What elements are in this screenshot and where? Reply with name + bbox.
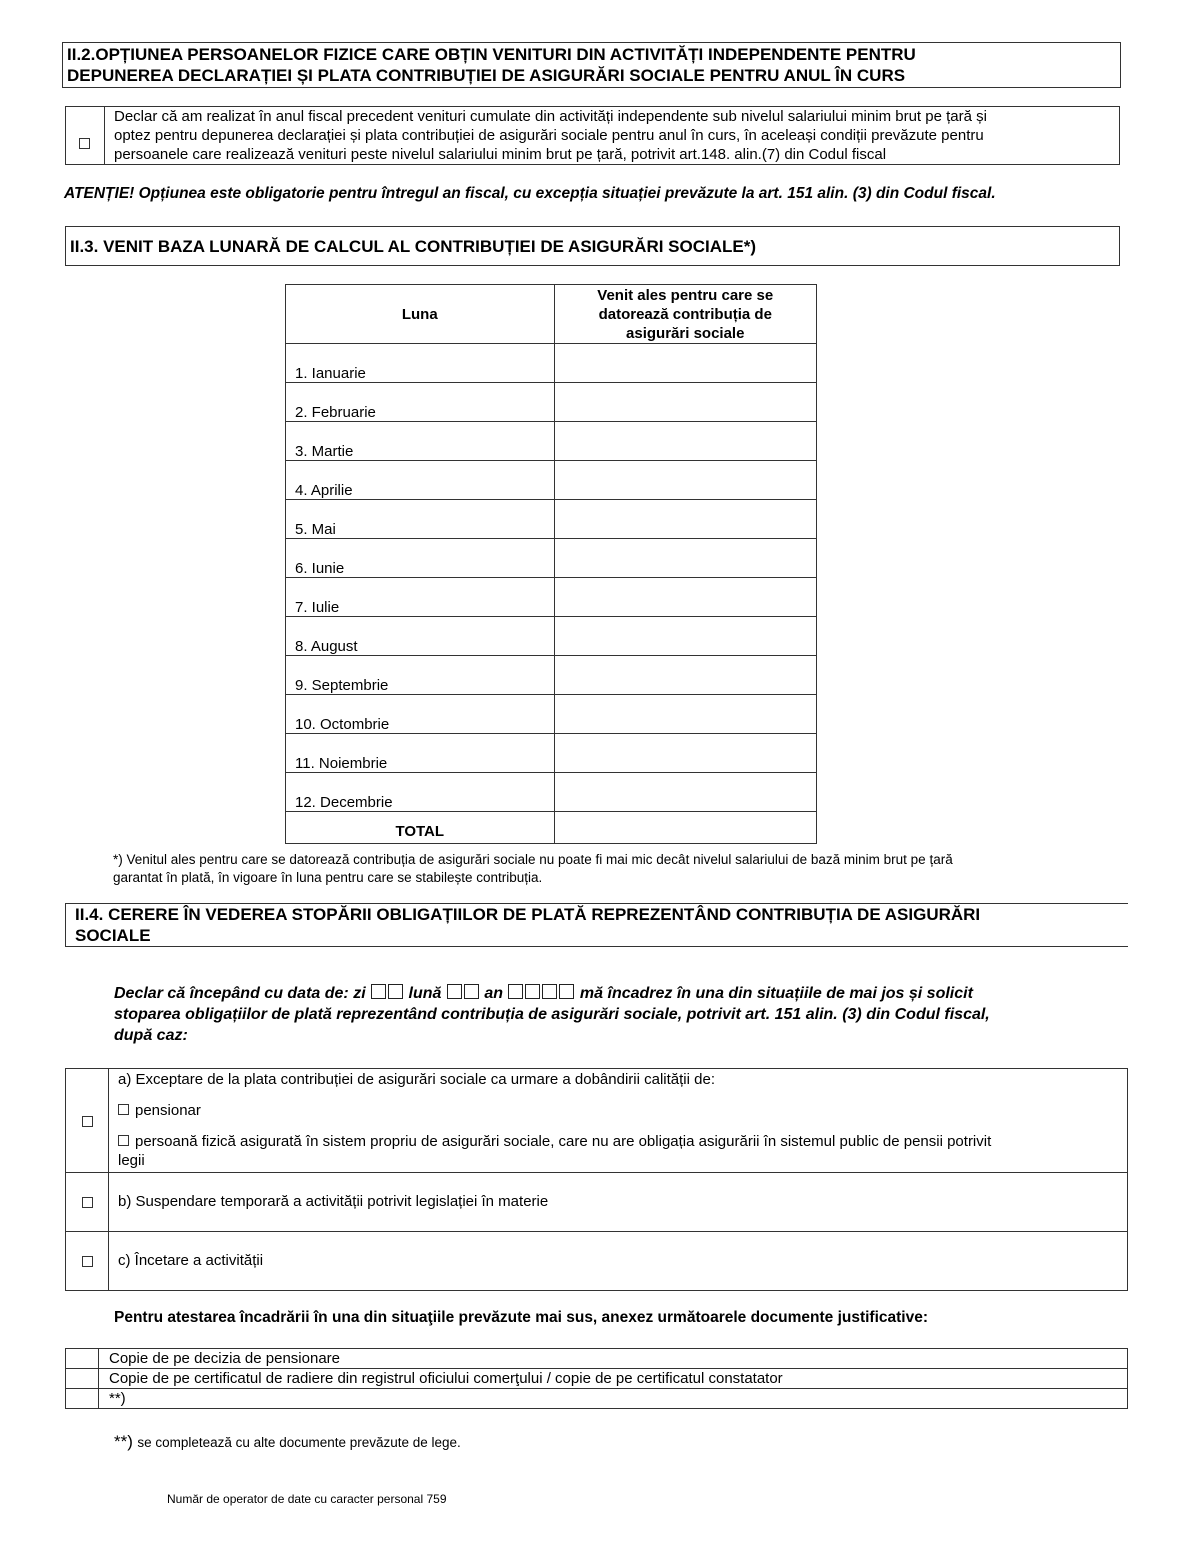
month-label: 11. Noiembrie: [286, 734, 555, 773]
section-2-3-title-text: II.3. VENIT BAZA LUNARĂ DE CALCUL AL CONTRIBUȚIEI DE ASIGURĂRI SOCIALE*): [70, 237, 757, 256]
monthly-income-table-header: [286, 285, 817, 344]
section-2-3-title: [65, 226, 1120, 266]
income-input-cell[interactable]: [554, 500, 817, 539]
month-label: 8. August: [286, 617, 555, 656]
section-2-2-option-box: [65, 106, 1120, 165]
table-row: [286, 344, 817, 383]
table-row: [66, 1369, 1128, 1389]
section-2-2-title-line1: II.2.OPȚIUNEA PERSOANELOR FIZICE CARE OBȚIN VENITURI DIN ACTIVITĂȚI INDEPENDENTE PENTRU: [67, 45, 916, 64]
table-row: [286, 461, 817, 500]
option-b-checkbox[interactable]: [82, 1197, 93, 1208]
monthly-income-table: [285, 284, 817, 844]
section-2-4-declaration-line1: [114, 983, 1084, 1004]
table-row: [66, 1389, 1128, 1409]
table-row: [286, 734, 817, 773]
month-label: 4. Aprilie: [286, 461, 555, 500]
option-b-label: [109, 1173, 1128, 1232]
total-label: TOTAL: [286, 812, 555, 844]
col-month-header: Luna: [286, 285, 555, 344]
section-2-4-declaration-line2: stoparea obligațiilor de plată reprezentând contribuția de asigurări sociale, potrivit art. 151 alin. (3) din Codul fiscal,: [114, 1006, 990, 1023]
option-c-label: [109, 1232, 1128, 1291]
section-2-2-declaration-line3: persoanele care realizează venituri peste nivelul salariului minim brut pe țară, potrivit art.148. alin.(7) din Codul fiscal: [114, 146, 887, 163]
month-label: 12. Decembrie: [286, 773, 555, 812]
month-label: 5. Mai: [286, 500, 555, 539]
table-row: [66, 1349, 1128, 1369]
month-digit-box[interactable]: [447, 984, 462, 999]
income-input-cell[interactable]: [554, 656, 817, 695]
option-a-persoana: [118, 1132, 1119, 1170]
month-digit-box[interactable]: [464, 984, 479, 999]
section-2-3-footnote-line2: garantat în plată, în vigoare în luna pentru care se stabilește contribuția.: [113, 870, 543, 885]
section-2-2-title: [62, 42, 1121, 88]
document-label: **): [99, 1389, 1128, 1409]
docs-footnote-mark: **): [114, 1432, 133, 1451]
col-income-header-line3: asigurări sociale: [626, 324, 745, 342]
month-label-inline: lună: [408, 985, 442, 1002]
income-input-cell[interactable]: [554, 539, 817, 578]
income-input-cell[interactable]: [554, 578, 817, 617]
option-c-checkbox[interactable]: [82, 1256, 93, 1267]
month-label: 6. Iunie: [286, 539, 555, 578]
document-label: Copie de pe decizia de pensionare: [99, 1349, 1128, 1369]
income-input-cell[interactable]: [554, 695, 817, 734]
section-2-2-declaration-line1: Declar că am realizat în anul fiscal precedent venituri cumulate din activități independente sub nivelul salariului minim brut pe țară și: [114, 108, 987, 125]
section-2-2-checkbox-cell: [66, 107, 105, 164]
section-2-3-footnote-line1: *) Venitul ales pentru care se datorează contribuția de asigurări sociale nu poate fi mai mic decât nivelul salariului de bază minim brut pe țară: [113, 852, 953, 867]
year-label-inline: an: [484, 985, 504, 1002]
table-row: [286, 656, 817, 695]
option-a-pensionar: [118, 1101, 1119, 1120]
table-row: [286, 617, 817, 656]
document-checkbox-cell[interactable]: [66, 1369, 99, 1389]
section-2-2-title-line2: DEPUNEREA DECLARAȚIEI ȘI PLATA CONTRIBUȚIEI DE ASIGURĂRI SOCIALE PENTRU ANUL ÎN CURS: [67, 66, 906, 85]
section-2-2-declaration: [114, 107, 1114, 164]
document-checkbox-cell[interactable]: [66, 1349, 99, 1369]
stop-options-table: [65, 1068, 1128, 1291]
year-digit-box[interactable]: [525, 984, 540, 999]
section-2-2-option-checkbox[interactable]: [79, 138, 90, 149]
section-2-4-declaration-line3: după caz:: [114, 1027, 188, 1044]
section-2-4-declaration: [114, 983, 1084, 1046]
col-income-header-line2: datorează contribuția de: [598, 305, 772, 323]
date-suffix: mă încadrez în una din situațiile de mai jos și solicit: [579, 985, 973, 1002]
day-digit-box[interactable]: [371, 984, 386, 999]
persoana-asigurata-label-line2: legii: [118, 1152, 145, 1169]
month-label: 3. Martie: [286, 422, 555, 461]
total-input-cell[interactable]: [554, 812, 817, 844]
day-digit-box[interactable]: [388, 984, 403, 999]
document-checkbox-cell[interactable]: [66, 1389, 99, 1409]
section-2-4-title-line2: SOCIALE: [75, 926, 151, 945]
month-label: 2. Februarie: [286, 383, 555, 422]
income-input-cell[interactable]: [554, 383, 817, 422]
income-input-cell[interactable]: [554, 422, 817, 461]
month-label: 10. Octombrie: [286, 695, 555, 734]
pensionar-label: pensionar: [135, 1102, 201, 1119]
year-digit-box[interactable]: [508, 984, 523, 999]
total-row: [286, 812, 817, 844]
month-label: 7. Iulie: [286, 578, 555, 617]
section-2-4-title-line1: II.4. CERERE ÎN VEDEREA STOPĂRII OBLIGAȚIILOR DE PLATĂ REPREZENTÂND CONTRIBUȚIA DE ASIGURĂRI: [75, 905, 981, 924]
docs-footnote-text: se completează cu alte documente prevăzute de lege.: [137, 1435, 461, 1450]
document-label: Copie de pe certificatul de radiere din registrul oficiului comerţului / copie de pe certificatul constatator: [99, 1369, 1128, 1389]
persoana-asigurata-checkbox[interactable]: [118, 1135, 129, 1146]
year-digit-box[interactable]: [559, 984, 574, 999]
option-b-checkbox-cell: [66, 1173, 109, 1232]
option-a-checkbox[interactable]: [82, 1116, 93, 1127]
month-label: 9. Septembrie: [286, 656, 555, 695]
docs-footnote: [114, 1432, 461, 1452]
section-2-3-footnote: [113, 851, 953, 887]
documents-table: [65, 1348, 1128, 1409]
section-2-4-title: [65, 903, 1128, 947]
income-input-cell[interactable]: [554, 617, 817, 656]
option-a-content: [109, 1069, 1128, 1173]
col-income-header: [554, 285, 817, 344]
persoana-asigurata-label-line1: persoană fizică asigurată în sistem propriu de asigurări sociale, care nu are obligația asigurării în sistemul public de pensii potrivit: [135, 1133, 992, 1150]
income-input-cell[interactable]: [554, 344, 817, 383]
option-c-checkbox-cell: [66, 1232, 109, 1291]
section-2-2-declaration-line2: optez pentru depunerea declarației și plata contribuției de asigurări sociale pentru anul în curs, în aceleași condiții prevăzute pentru: [114, 127, 984, 144]
attention-note: ATENȚIE! Opțiunea este obligatorie pentru întregul an fiscal, cu excepția situației prevăzute la art. 151 alin. (3) din Codul fiscal.: [64, 185, 996, 202]
table-row: [286, 578, 817, 617]
date-prefix: Declar că începând cu data de: zi: [114, 985, 366, 1002]
table-row: [286, 422, 817, 461]
pensionar-checkbox[interactable]: [118, 1104, 129, 1115]
option-b-text: b) Suspendare temporară a activității potrivit legislației în materie: [118, 1193, 549, 1210]
table-row: [286, 539, 817, 578]
col-income-header-line1: Venit ales pentru care se: [597, 286, 774, 304]
month-label: 1. Ianuarie: [286, 344, 555, 383]
day-input[interactable]: [370, 985, 404, 1002]
option-a-row: [66, 1069, 1128, 1173]
month-input[interactable]: [446, 985, 480, 1002]
income-input-cell[interactable]: [554, 773, 817, 812]
operator-number: Număr de operator de date cu caracter personal 759: [167, 1492, 447, 1506]
income-input-cell[interactable]: [554, 461, 817, 500]
year-input[interactable]: [507, 985, 575, 1002]
income-input-cell[interactable]: [554, 734, 817, 773]
table-row: [286, 695, 817, 734]
option-c-row: [66, 1232, 1128, 1291]
option-a-label: a) Exceptare de la plata contribuției de asigurări sociale ca urmare a dobândirii calității de:: [118, 1071, 715, 1088]
option-b-row: [66, 1173, 1128, 1232]
docs-intro: Pentru atestarea încadrării în una din situaţiile prevăzute mai sus, anexez următoarele documente justificative:: [114, 1309, 929, 1326]
table-row: [286, 500, 817, 539]
table-row: [286, 773, 817, 812]
year-digit-box[interactable]: [542, 984, 557, 999]
table-row: [286, 383, 817, 422]
option-c-text: c) Încetare a activității: [118, 1252, 264, 1269]
option-a-checkbox-cell: [66, 1069, 109, 1173]
